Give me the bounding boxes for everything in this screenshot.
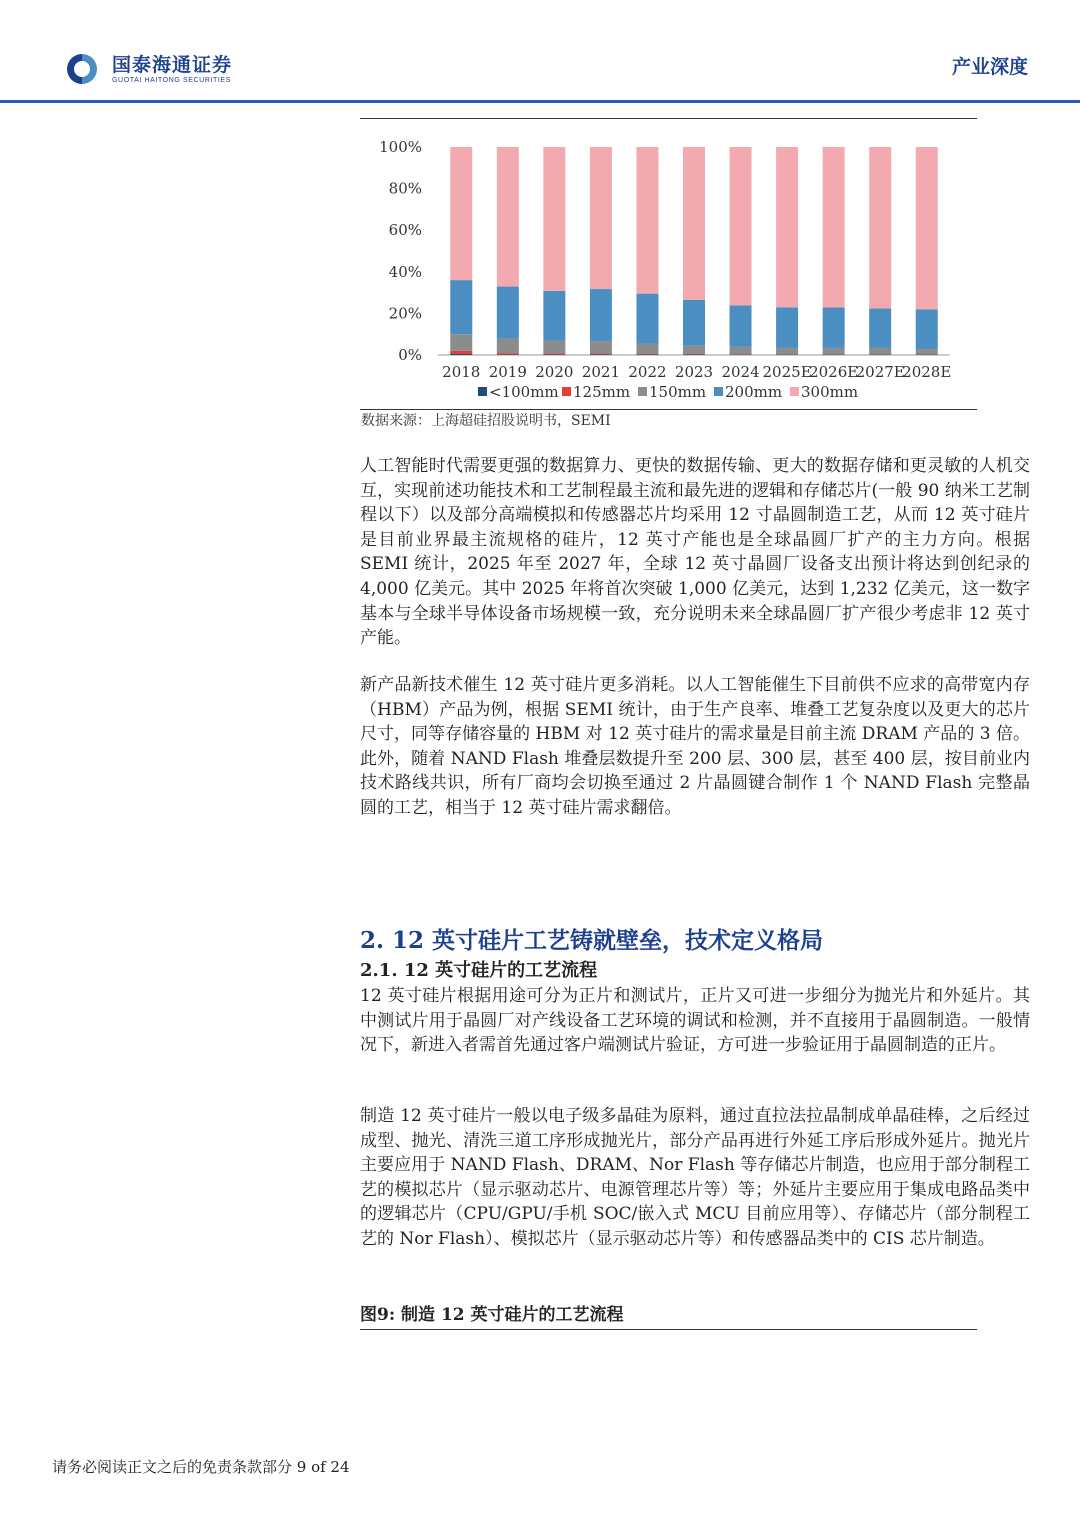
- x-tick-label: 2020: [535, 363, 574, 381]
- bar-segment: [776, 307, 798, 348]
- bar-segment: [450, 147, 472, 280]
- bar-segment: [543, 291, 565, 341]
- y-tick-label: 20%: [388, 304, 422, 323]
- bar-segment: [497, 339, 519, 354]
- bar-segment: [636, 294, 658, 344]
- bar-segment: [683, 300, 705, 346]
- section-heading: 2. 12 英寸硅片工艺铸就壁垒，技术定义格局: [360, 927, 824, 954]
- bar-segment: [543, 353, 565, 354]
- bar-segment: [590, 354, 612, 355]
- bar-segment: [590, 341, 612, 353]
- section-tag: 产业深度: [951, 56, 1028, 78]
- logo-mark-icon: [60, 52, 104, 86]
- x-tick-label: 2024: [721, 363, 760, 381]
- bar-segment: [730, 347, 752, 354]
- bar-segment: [869, 348, 891, 354]
- bar-segment: [450, 351, 472, 354]
- body-paragraph-1: 人工智能时代需要更强的数据算力、更快的数据传输、更大的数据存储和更灵敏的人机交互，实现前述功能技术和工艺制程最主流和最先进的逻辑和存储芯片(一般 90 纳米工艺制程以下）以及部分高端模拟和传感器芯片均采用 12 寸晶圆制造工艺，从而 12 英寸硅片是目前业界最主流规格的硅片，12 英寸产能也是全球晶圆厂扩产的主力方向。根据 SEMI 统计，2025 年至 2027 年，全球 12 英寸晶圆厂设备支出预计将达到创纪录的 4,000 亿美元。其中 2025 年将首次突破 1,000 亿美元，达到 1,232 亿美元，这一数字基本与全球半导体设备市场规模一致，充分说明未来全球晶圆厂扩产很少考虑非 12 英寸产能。: [360, 456, 1030, 649]
- bar-segment: [543, 354, 565, 355]
- bar-segment: [823, 147, 845, 307]
- page-header: [0, 0, 1080, 104]
- figure-caption: 图9: 制造 12 英寸硅片的工艺流程: [360, 1300, 977, 1330]
- bar-segment: [683, 354, 705, 355]
- bar-segment: [636, 147, 658, 294]
- bar-segment: [590, 289, 612, 341]
- bar-segment: [543, 341, 565, 353]
- bar-segment: [636, 354, 658, 355]
- bar-segment: [823, 348, 845, 354]
- logo-text: [112, 54, 232, 85]
- bar-segment: [497, 354, 519, 355]
- y-tick-label: 40%: [388, 262, 422, 281]
- bar-segment: [869, 308, 891, 348]
- legend-swatch: [478, 387, 487, 396]
- bar-segment: [916, 349, 938, 354]
- bar-segment: [450, 334, 472, 351]
- body-paragraph-3: 12 英寸硅片根据用途可分为正片和测试片，正片又可进一步细分为抛光片和外延片。其中测试片用于晶圆厂对产线设备工艺环境的调试和检测，并不直接用于晶圆制造。一般情况下，新进入者需首先通过客户端测试片验证，方可进一步验证用于晶圆制造的正片。: [360, 986, 1030, 1056]
- company-logo[interactable]: [60, 52, 232, 86]
- x-tick-label: 2021: [581, 363, 621, 381]
- bar-segment: [776, 348, 798, 354]
- bar-segment: [730, 305, 752, 347]
- legend-swatch: [790, 387, 799, 396]
- wafer-size-chart: [360, 118, 977, 410]
- legend-label: <100mm: [489, 383, 559, 401]
- legend-swatch: [714, 387, 723, 396]
- bar-segment: [823, 307, 845, 348]
- bar-segment: [450, 354, 472, 355]
- bar-segment: [730, 147, 752, 305]
- legend-label: 150mm: [649, 383, 707, 401]
- x-tick-label: 2023: [674, 363, 714, 381]
- x-tick-label: 2025E: [762, 363, 812, 381]
- legend-label: 125mm: [573, 383, 631, 401]
- bar-segment: [497, 353, 519, 354]
- x-tick-label: 2026E: [809, 363, 859, 381]
- x-tick-label: 2019: [488, 363, 527, 381]
- legend-label: 200mm: [725, 383, 783, 401]
- y-tick-label: 100%: [379, 138, 422, 156]
- bar-segment: [450, 280, 472, 334]
- x-tick-label: 2028E: [902, 363, 952, 381]
- x-tick-label: 2018: [442, 363, 481, 381]
- legend-swatch: [638, 387, 647, 396]
- x-tick-label: 2027E: [855, 363, 905, 381]
- chart-canvas: [360, 119, 977, 409]
- bar-segment: [497, 147, 519, 287]
- x-tick-label: 2022: [628, 363, 667, 381]
- bar-segment: [683, 346, 705, 354]
- bar-segment: [636, 344, 658, 354]
- y-tick-label: 60%: [388, 221, 422, 240]
- body-paragraph-4: 制造 12 英寸硅片一般以电子级多晶硅为原料，通过直拉法拉晶制成单晶硅棒，之后经过成型、抛光、清洗三道工序形成抛光片，部分产品再进行外延工序后形成外延片。抛光片主要应用于 NAND Flash、DRAM、Nor Flash 等存储芯片制造，也应用于部分制程工艺的模拟芯片（显示驱动芯片、电源管理芯片等）等；外延片主要应用于集成电路品类中的逻辑芯片（CPU/GPU/手机 SOC/嵌入式 MCU 目前应用等）、存储芯片（部分制程工艺的 Nor Flash）、模拟芯片（显示驱动芯片等）和传感器品类中的 CIS 芯片制造。: [360, 1106, 1030, 1249]
- y-tick-label: 0%: [398, 346, 422, 364]
- bar-segment: [543, 147, 565, 291]
- logo-name-en: GUOTAI HAITONG SECURITIES: [112, 76, 231, 84]
- legend-label: 300mm: [801, 383, 859, 401]
- bar-segment: [869, 147, 891, 308]
- bar-segment: [776, 147, 798, 307]
- body-paragraph-2: 新产品新技术催生 12 英寸硅片更多消耗。以人工智能催生下目前供不应求的高带宽内存（HBM）产品为例，根据 SEMI 统计，由于生产良率、堆叠工艺复杂度以及更大的芯片尺寸，同等存储容量的 HBM 对 12 英寸硅片的需求量是目前主流 DRAM 产品的 3 倍。此外，随着 NAND Flash 堆叠层数提升至 200 层、300 层，甚至 400 层，按目前业内技术路线共识，所有厂商均会切换至通过 2 片晶圆键合制作 1 个 NAND Flash 完整晶圆的工艺，相当于 12 英寸硅片需求翻倍。: [360, 675, 1030, 818]
- bar-segment: [590, 147, 612, 289]
- logo-name-cn: 国泰海通证券: [112, 53, 233, 76]
- header-divider: [0, 100, 1080, 103]
- page-footer: 请务必阅读正文之后的免责条款部分 9 of 24: [52, 1458, 350, 1476]
- subsection-heading: 2.1. 12 英寸硅片的工艺流程: [360, 960, 598, 981]
- bar-segment: [497, 287, 519, 339]
- legend-swatch: [562, 387, 571, 396]
- chart-source-note: 数据来源：上海超硅招股说明书，SEMI: [361, 413, 611, 429]
- bar-segment: [683, 147, 705, 300]
- bar-segment: [916, 147, 938, 309]
- y-tick-label: 80%: [388, 179, 422, 198]
- bar-segment: [590, 354, 612, 355]
- bar-segment: [916, 309, 938, 349]
